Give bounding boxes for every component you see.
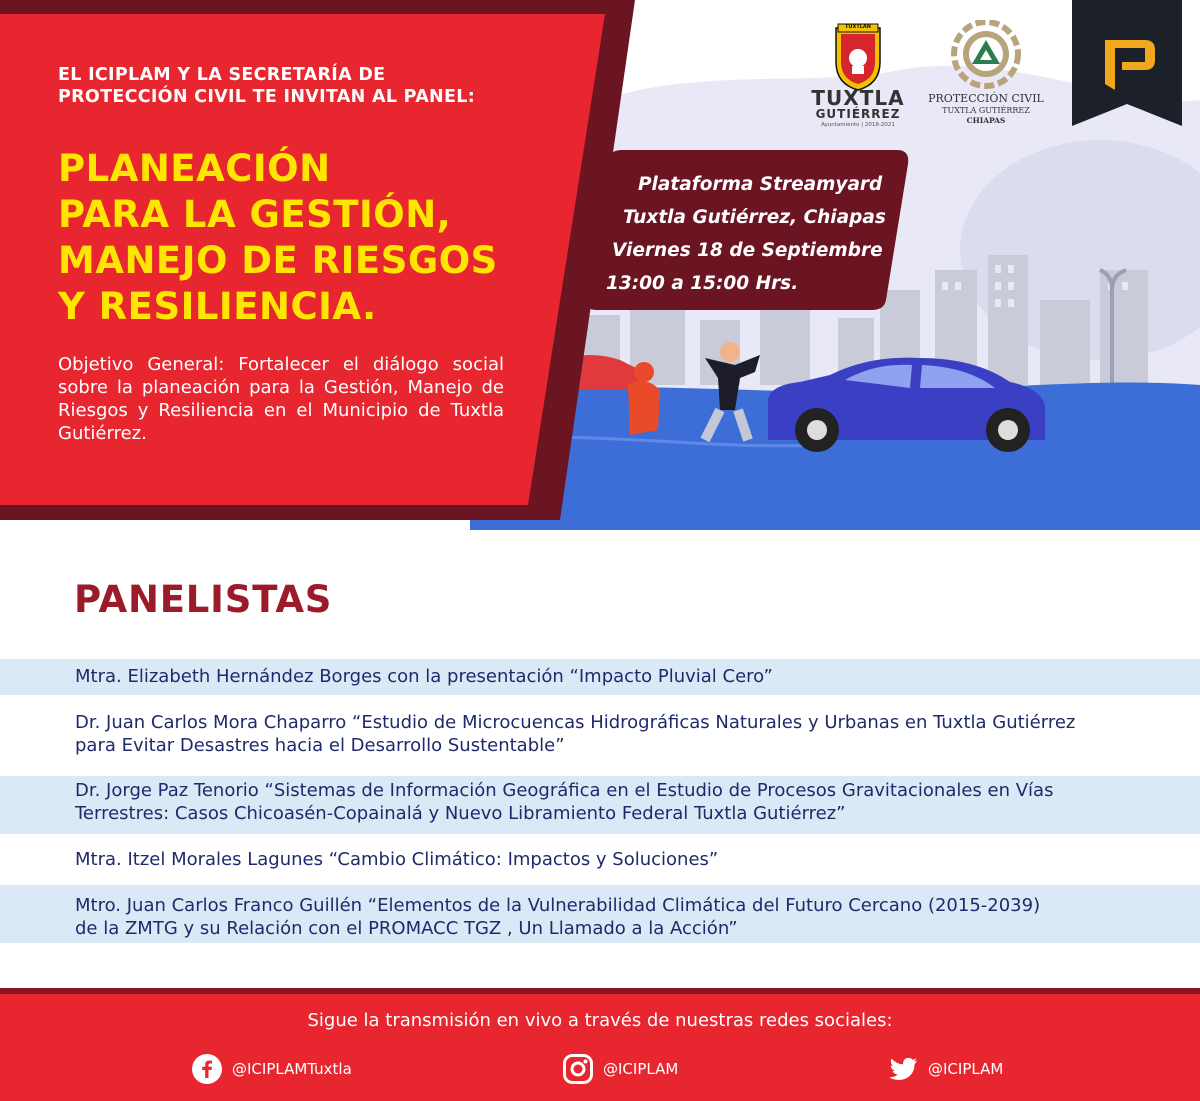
objective-text: Objetivo General: Fortalecer el diálogo social sobre la planeación para la Gestión, Manejo de Riesgos y Resiliencia en el Municipio de Tuxtla Gutiérrez.: [58, 354, 504, 444]
pc-logo-name: PROTECCIÓN CIVIL: [928, 92, 1044, 105]
civil-protection-emblem-icon: [926, 20, 1046, 90]
instagram-icon: [563, 1054, 593, 1084]
panelist-row-2: [0, 705, 1200, 767]
panelist-row-4: [0, 843, 1200, 879]
panelist-3-line2: Terrestres: Casos Chicoasén-Copainalá y Nuevo Libramiento Federal Tuxtla Gutiérrez”: [75, 803, 846, 824]
tuxtla-crest-icon: [808, 22, 908, 92]
proteccion-civil-logo: [926, 20, 1046, 130]
title-line-2: PARA LA GESTIÓN,: [58, 193, 452, 236]
facebook-handle: @ICIPLAMTuxtla: [232, 1060, 352, 1078]
tuxtla-logo-term: Ayuntamiento | 2018-2021: [821, 122, 895, 128]
panel-title: [58, 146, 578, 330]
facebook-link[interactable]: [192, 1053, 352, 1085]
twitter-icon: [888, 1054, 918, 1084]
tuxtla-logo-name: TUXTLA: [811, 86, 905, 110]
panelist-5-line1: Mtro. Juan Carlos Franco Guillén “Elementos de la Vulnerabilidad Climática del Futuro Cercano (2015-2039): [75, 895, 1041, 916]
intro-text: EL ICIPLAM Y LA SECRETARÍA DE PROTECCIÓN CIVIL TE INVITAN AL PANEL:: [58, 65, 475, 107]
title-line-1: PLANEACIÓN: [58, 147, 331, 190]
tuxtla-gutierrez-logo: [808, 22, 908, 134]
event-date: Viernes 18 de Septiembre: [612, 240, 883, 261]
panelist-row-5: [0, 885, 1200, 943]
footer-text: Sigue la transmisión en vivo a través de nuestras redes sociales:: [307, 1010, 893, 1031]
tuxtla-banner-text: TUXTLAN: [845, 24, 871, 30]
iciplam-p-logo-icon: [1072, 0, 1182, 126]
panelist-3-line1: Dr. Jorge Paz Tenorio “Sistemas de Información Geográfica en el Estudio de Procesos Gravitacionales en Vías: [75, 780, 1054, 801]
event-time: 13:00 a 15:00 Hrs.: [606, 273, 799, 294]
twitter-handle: @ICIPLAM: [928, 1060, 1004, 1078]
pc-logo-state: CHIAPAS: [966, 116, 1006, 125]
event-platform: Plataforma Streamyard: [638, 174, 883, 195]
title-line-3: MANEJO DE RIESGOS: [58, 239, 498, 282]
event-location: Tuxtla Gutiérrez, Chiapas: [623, 207, 886, 228]
panelist-row-3: [0, 776, 1200, 834]
pc-logo-sub: TUXTLA GUTIÉRREZ: [942, 106, 1030, 115]
panelist-5-line2: de la ZMTG y su Relación con el PROMACC TGZ , Un Llamado a la Acción”: [75, 918, 738, 939]
twitter-link[interactable]: [888, 1053, 1003, 1085]
instagram-handle: @ICIPLAM: [603, 1060, 679, 1078]
instagram-link[interactable]: [563, 1053, 678, 1085]
panelist-row-1: [0, 659, 1200, 695]
panelists-heading: PANELISTAS: [74, 578, 333, 621]
iciplam-logo: [1072, 0, 1182, 126]
title-line-4: Y RESILIENCIA.: [58, 285, 377, 328]
facebook-icon: [192, 1054, 222, 1084]
panelist-1-line1: Mtra. Elizabeth Hernández Borges con la presentación “Impacto Pluvial Cero”: [75, 666, 773, 687]
panelist-2-line2: para Evitar Desastres hacia el Desarrollo Sustentable”: [75, 735, 565, 756]
panelist-4-line1: Mtra. Itzel Morales Lagunes “Cambio Climático: Impactos y Soluciones”: [75, 849, 719, 870]
panelist-2-line1: Dr. Juan Carlos Mora Chaparro “Estudio de Microcuencas Hidrográficas Naturales y Urbanas en Tuxtla Gutiérrez: [75, 712, 1076, 733]
tuxtla-logo-sub: GUTIÉRREZ: [815, 107, 901, 121]
